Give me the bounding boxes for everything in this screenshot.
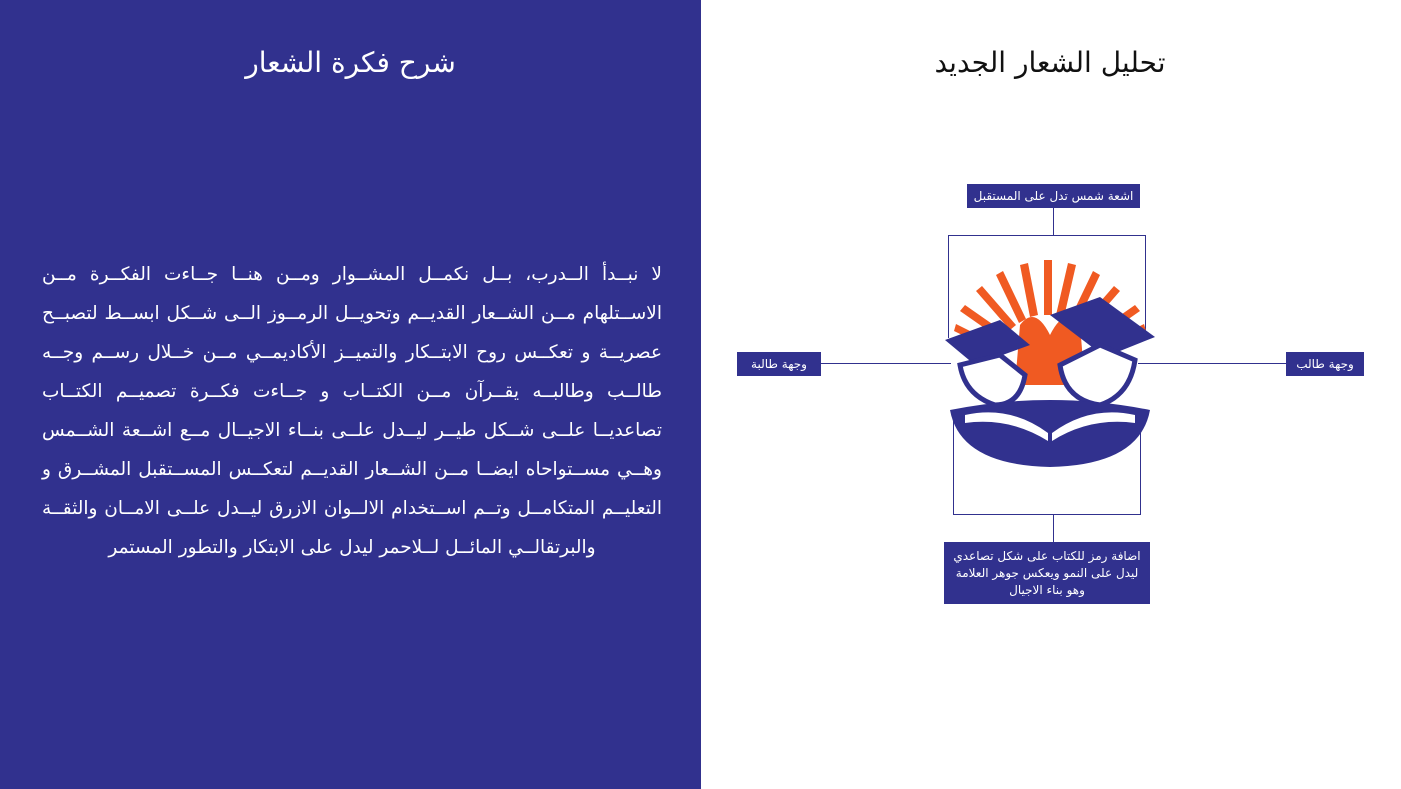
connector-left	[821, 363, 951, 364]
label-male-face: وجهة طالب	[1286, 352, 1364, 376]
label-female-face: وجهة طالبة	[737, 352, 821, 376]
connector-right	[1138, 363, 1286, 364]
label-book: اضافة رمز للكتاب على شكل تصاعدي ليدل على النمو ويعكس جوهر العلامة وهو بناء الاجيال	[944, 542, 1150, 604]
explanation-title: شرح فكرة الشعار	[245, 46, 456, 79]
label-sun-rays: اشعة شمس تدل على المستقبل	[967, 184, 1140, 208]
logo-emblem-icon	[940, 255, 1160, 470]
connector-bottom	[1053, 515, 1054, 542]
connector-top	[1053, 208, 1054, 235]
analysis-title: تحليل الشعار الجديد	[934, 46, 1166, 79]
explanation-body: لا نبــدأ الــدرب، بــل نكمــل المشــوار ومــن هنــا جــاءت الفكــرة مــن الاســتلهام مــن الشــعار القديــم وتحويــل الرمــوز الــى شــكل ابســط لتصبــح عصريــة و تعكــس روح الابتــكار والتميــز الأكاديمــي مــن خــلال رســم وجــه طالــب وطالبــه يقــرآن مــن الكتــاب و جــاءت فكــرة تصميــم الكتــاب تصاعديــا علــى شــكل طيــر ليــدل علــى بنــاء الاجيــال مــع اشــعة الشــمس وهــي مســتواحاه ايضــا مــن الشــعار القديــم لتعكــس المســتقبل المشــرق و التعليــم المتكامــل وتــم اســتخدام الالــوان الازرق ليــدل علــى الامــان والثقــة والبرتقالــي المائــل لــلاحمر ليدل على الابتكار والتطور المستمر	[42, 264, 662, 558]
